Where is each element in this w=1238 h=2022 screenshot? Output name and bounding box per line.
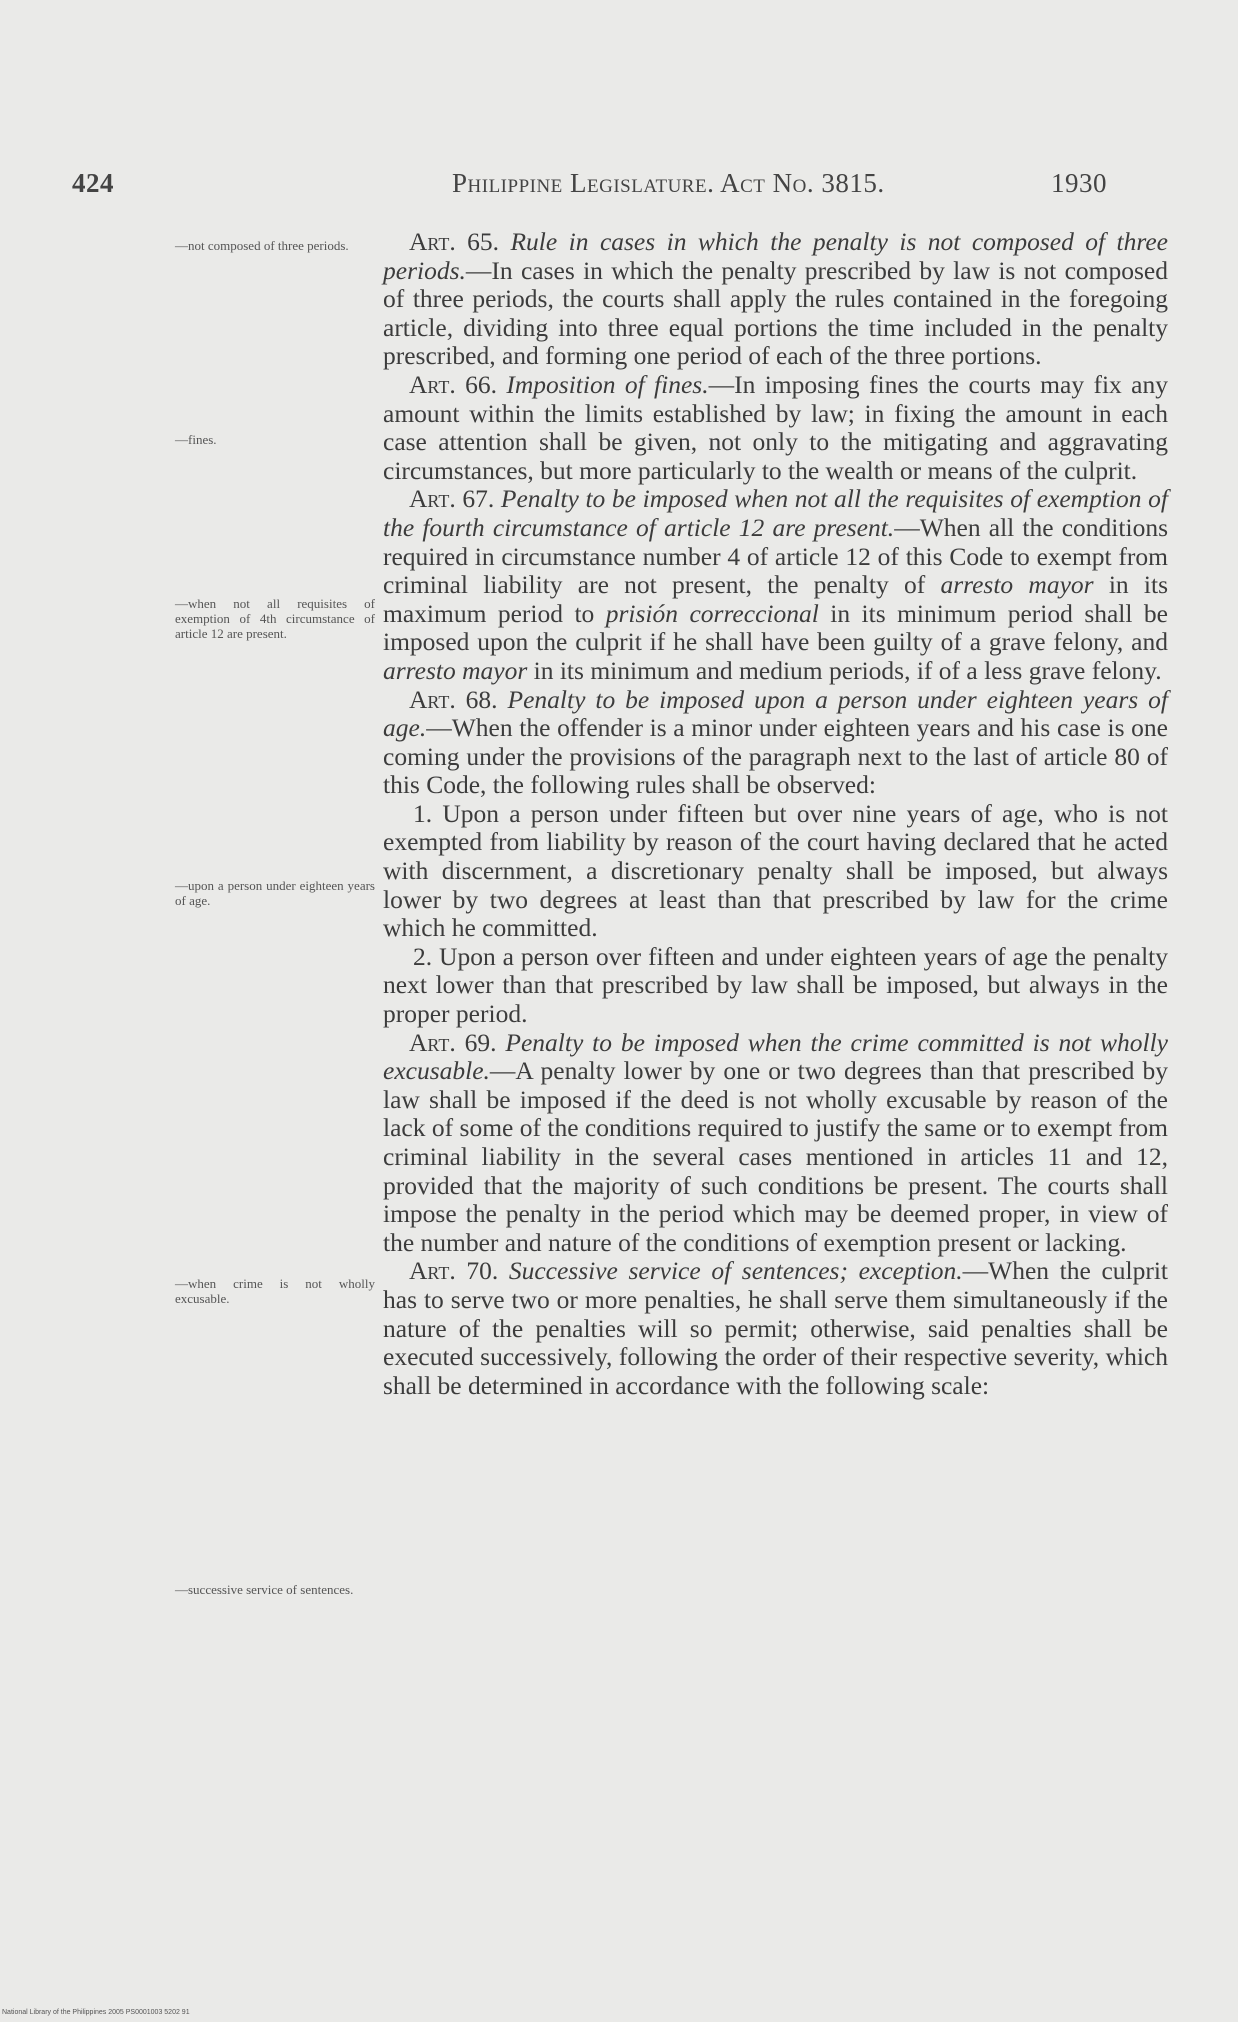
body-text: [383, 228, 1168, 1400]
margin-note: —not composed of three periods.: [175, 238, 349, 253]
margin-note: —fines.: [175, 432, 217, 447]
article-68: Art. 68. Penalty to be imposed upon a person under eighteen years of age.—When the offender is a minor under eighteen years and his case is one coming under the provisions of the paragraph next to the last of article 80 of this Code, the following rules shall be observed:: [383, 684, 1168, 800]
article-title: Penalty to be imposed when not all the requisites of exemption of the fourth circumstance of article 12 are present.: [383, 484, 1169, 542]
margin-note: —upon a person under eighteen years of age.: [175, 878, 375, 908]
article-title: Rule in cases in which the penalty is not composed of three periods.: [383, 227, 1168, 285]
header-year: 1930: [1051, 168, 1107, 198]
article-title: Imposition of fines.: [506, 369, 709, 399]
article-66: Art. 66. Imposition of fines.—In imposing fines the courts may fix any amount within the limits established by law; in fixing the amount in each case attention shall be given, not only to the mitigating and aggravating circumstances, but more particularly to the wealth or means of the culprit.: [383, 369, 1168, 485]
article-68-item-2: 2. Upon a person over fifteen and under eighteen years of age the penalty next lower than that prescribed by law shall be imposed, but always in the proper period.: [383, 941, 1168, 1029]
margin-note: —successive service of sentences.: [175, 1582, 354, 1597]
article-title: Successive service of sentences; exception.: [508, 1256, 963, 1286]
article-65: Art. 65. Rule in cases in which the penalty is not composed of three periods.—In cases in which the penalty prescribed by law is not composed of three periods, the courts shall apply the rules contained in the foregoing article, dividing into three equal portions the time included in the penalty prescribed, and forming one period of each of the three portions.: [383, 227, 1168, 371]
article-69: Art. 69. Penalty to be imposed when the crime committed is not wholly excusable.—A penalty lower by one or two degrees than that prescribed by law shall be imposed if the deed is not wholly excusable by reason of the lack of some of the conditions required to justify the same or to exempt from criminal liability in the several cases mentioned in articles 11 and 12, provided that the majority of such conditions be present. The courts shall impose the penalty in the period which may be deemed proper, in view of the number and nature of the conditions of exemption present or lacking.: [383, 1027, 1168, 1257]
article-title: Penalty to be imposed when the crime committed is not wholly excusable.: [383, 1027, 1168, 1086]
article-67: Art. 67. Penalty to be imposed when not all the requisites of exemption of the fourth circumstance of article 12 are present.—When all the conditions required in circumstance number 4 of article 12 of this Code to exempt from criminal liability are not present, the penalty of arresto mayor in its maximum period to prisión correccional in its minimum period shall be imposed upon the culprit if he shall have been guilty of a grave felony, and arresto mayor in its minimum and medium periods, if of a less grave felony.: [383, 484, 1169, 685]
running-title: Philippine Legislature. Act No. 3815.: [452, 168, 885, 198]
article-68-item-1: 1. Upon a person under fifteen but over nine years of age, who is not exempted from liability by reason of the court having declared that he acted with discernment, a discretionary penalty shall be imposed, but always lower by two degrees at least than that prescribed by law for the crime which he committed.: [383, 798, 1168, 943]
page-header: [72, 168, 1107, 208]
margin-note: —when not all requisites of exemption of 4th circumstance of article 12 are present.: [175, 596, 375, 641]
article-70: Art. 70. Successive service of sentences; exception.—When the culprit has to serve two or more penalties, he shall serve them simultaneously if the nature of the penalties will so permit; otherwise, said penalties shall be executed successively, following the order of their respective severity, which shall be determined in accordance with the following scale:: [383, 1256, 1169, 1400]
page-number: 424: [72, 168, 114, 198]
margin-note: —when crime is not wholly excusable.: [175, 1276, 375, 1306]
footer-source-line: National Library of the Philippines 2005 PS0001003 5202 91: [2, 2009, 190, 2016]
article-title: Penalty to be imposed upon a person under eighteen years of age.: [383, 684, 1168, 743]
